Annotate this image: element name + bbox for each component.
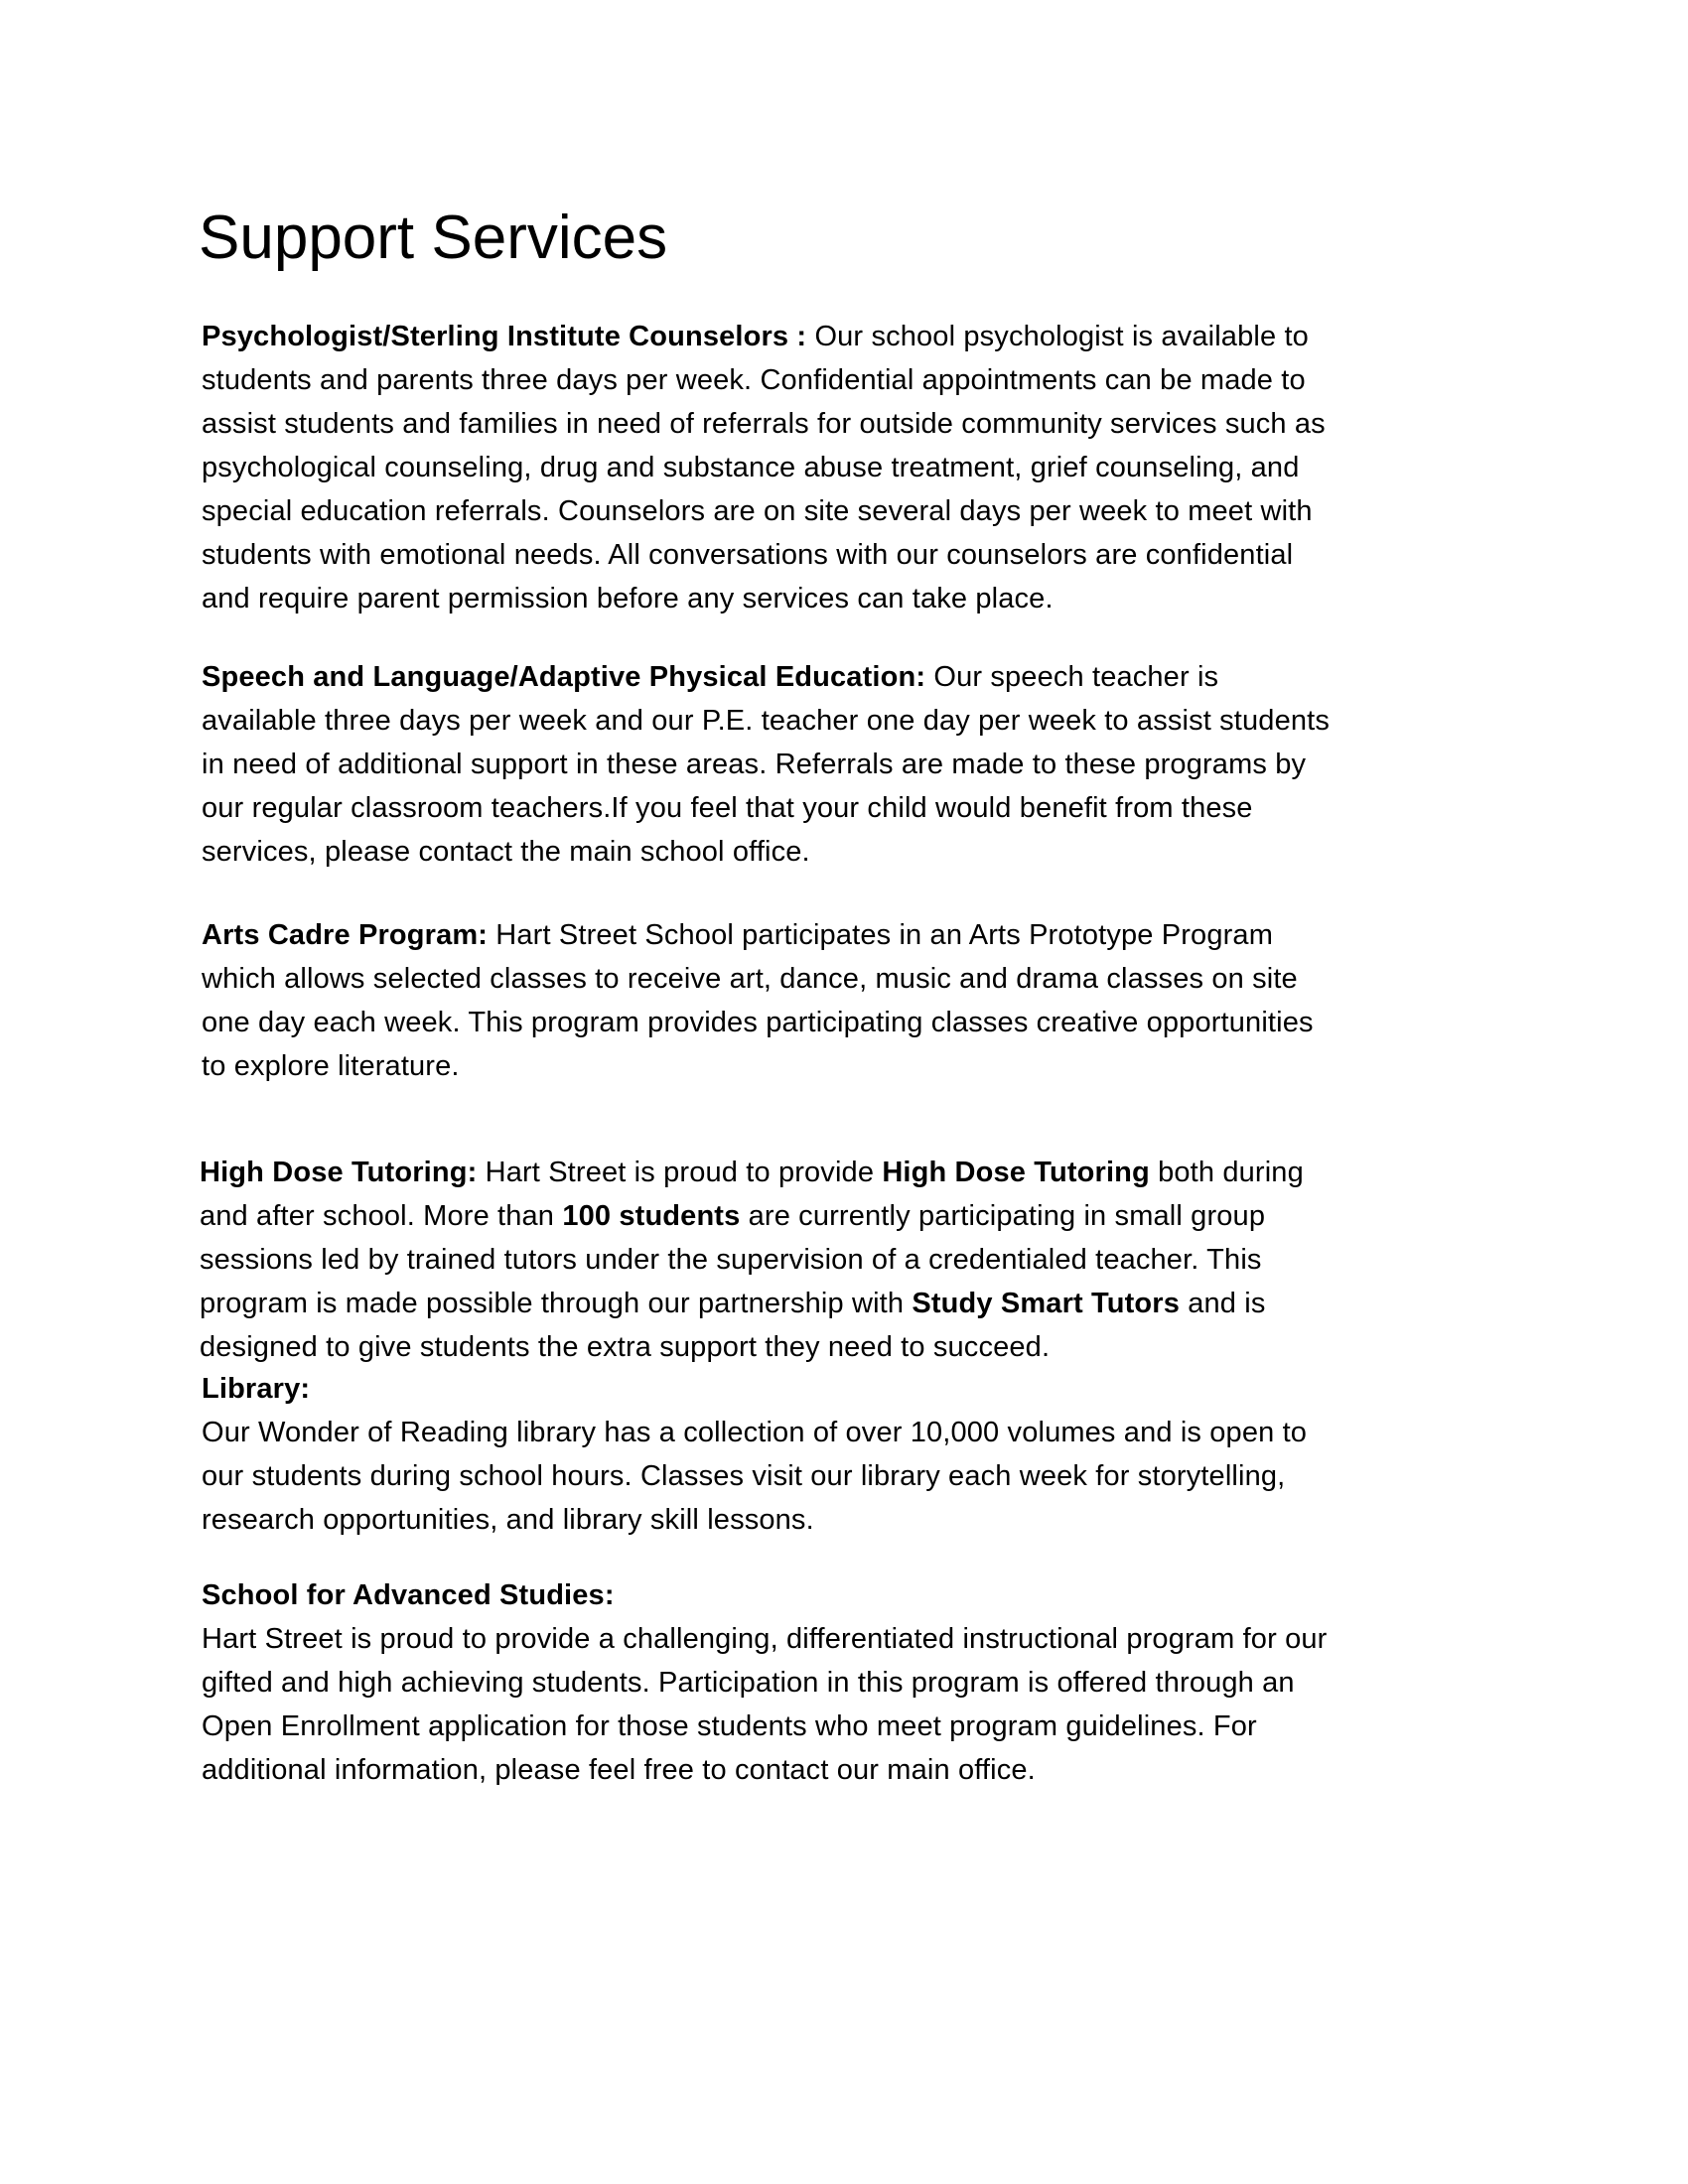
body-text: and is bbox=[1180, 1288, 1266, 1319]
paragraph-line bbox=[202, 1617, 1512, 1661]
paragraph-line bbox=[202, 402, 1512, 446]
paragraph-line bbox=[202, 489, 1512, 533]
paragraph-line bbox=[202, 533, 1512, 577]
body-text: Our school psychologist is available to bbox=[806, 321, 1309, 352]
paragraph-line bbox=[202, 315, 1512, 358]
paragraph-line bbox=[202, 1411, 1512, 1454]
section-library bbox=[202, 1367, 1512, 1542]
paragraph-line bbox=[200, 1194, 1510, 1238]
bold-text: 100 students bbox=[562, 1200, 741, 1232]
paragraph-line bbox=[202, 699, 1512, 743]
body-text: Hart Street is proud to provide bbox=[477, 1157, 883, 1188]
section-psychologist bbox=[202, 315, 1512, 620]
body-text: our regular classroom teachers.If you feel that your child would benefit from these bbox=[202, 792, 1253, 824]
paragraph-line bbox=[202, 1367, 1512, 1411]
paragraph-line bbox=[202, 446, 1512, 489]
section-arts-cadre bbox=[202, 913, 1512, 1088]
paragraph-line bbox=[202, 786, 1512, 830]
paragraph-line bbox=[202, 1001, 1512, 1044]
section-heading: Psychologist/Sterling Institute Counselors : bbox=[202, 321, 807, 352]
bold-text: Study Smart Tutors bbox=[912, 1288, 1180, 1319]
body-text: program is made possible through our partnership with bbox=[200, 1288, 913, 1319]
body-text: Our speech teacher is bbox=[925, 661, 1219, 693]
body-text: special education referrals. Counselors are on site several days per week to meet with bbox=[202, 495, 1313, 527]
body-text: Our Wonder of Reading library has a collection of over 10,000 volumes and is open to bbox=[202, 1417, 1308, 1448]
paragraph-line bbox=[202, 358, 1512, 402]
body-text: one day each week. This program provides participating classes creative opportunities bbox=[202, 1007, 1314, 1038]
body-text: psychological counseling, drug and substance abuse treatment, grief counseling, and bbox=[202, 452, 1300, 483]
section-heading: School for Advanced Studies: bbox=[202, 1579, 615, 1611]
body-text: services, please contact the main school office. bbox=[202, 836, 810, 868]
paragraph-line bbox=[200, 1238, 1510, 1282]
paragraph-line bbox=[202, 743, 1512, 786]
section-advanced-studies bbox=[202, 1573, 1512, 1792]
body-text: in need of additional support in these areas. Referrals are made to these programs by bbox=[202, 749, 1307, 780]
body-text: are currently participating in small group bbox=[740, 1200, 1266, 1232]
body-text: designed to give students the extra support they need to succeed. bbox=[200, 1331, 1051, 1363]
section-heading: Speech and Language/Adaptive Physical Education: bbox=[202, 661, 926, 693]
body-text: and after school. More than bbox=[200, 1200, 563, 1232]
paragraph-line bbox=[202, 1705, 1512, 1748]
section-heading: High Dose Tutoring: bbox=[200, 1157, 478, 1188]
bold-text: High Dose Tutoring bbox=[882, 1157, 1150, 1188]
body-text: available three days per week and our P.E. teacher one day per week to assist students bbox=[202, 705, 1330, 737]
paragraph-line bbox=[202, 1573, 1512, 1617]
body-text: which allows selected classes to receive art, dance, music and drama classes on site bbox=[202, 963, 1298, 995]
paragraph-line bbox=[202, 1044, 1512, 1088]
section-heading: Arts Cadre Program: bbox=[202, 919, 489, 951]
body-text: to explore literature. bbox=[202, 1050, 460, 1082]
paragraph-line bbox=[202, 655, 1512, 699]
body-text: and require parent permission before any services can take place. bbox=[202, 583, 1054, 614]
paragraph-line bbox=[202, 577, 1512, 620]
paragraph-line bbox=[202, 1748, 1512, 1792]
section-speech bbox=[202, 655, 1512, 874]
body-text: our students during school hours. Classes visit our library each week for storytelling, bbox=[202, 1460, 1286, 1492]
section-high-dose-tutoring bbox=[200, 1151, 1510, 1369]
body-text: additional information, please feel free to contact our main office. bbox=[202, 1754, 1036, 1786]
body-text: sessions led by trained tutors under the supervision of a credentialed teacher. This bbox=[200, 1244, 1262, 1276]
body-text: assist students and families in need of referrals for outside community services such as bbox=[202, 408, 1326, 440]
paragraph-line bbox=[200, 1282, 1510, 1325]
paragraph-line bbox=[202, 1454, 1512, 1498]
paragraph-line bbox=[200, 1325, 1510, 1369]
body-text: Hart Street is proud to provide a challenging, differentiated instructional program for our bbox=[202, 1623, 1328, 1655]
body-text: research opportunities, and library skill lessons. bbox=[202, 1504, 814, 1536]
body-text: both during bbox=[1149, 1157, 1304, 1188]
body-text: gifted and high achieving students. Participation in this program is offered through an bbox=[202, 1667, 1295, 1699]
paragraph-line bbox=[202, 1661, 1512, 1705]
body-text: students with emotional needs. All conversations with our counselors are confidential bbox=[202, 539, 1294, 571]
paragraph-line bbox=[202, 830, 1512, 874]
paragraph-line bbox=[202, 1498, 1512, 1542]
body-text: Open Enrollment application for those students who meet program guidelines. For bbox=[202, 1710, 1257, 1742]
section-heading: Library: bbox=[202, 1373, 311, 1405]
page-title: Support Services bbox=[199, 204, 668, 272]
body-text: students and parents three days per week. Confidential appointments can be made to bbox=[202, 364, 1306, 396]
paragraph-line bbox=[202, 957, 1512, 1001]
body-text: Hart Street School participates in an Arts Prototype Program bbox=[488, 919, 1273, 951]
paragraph-line bbox=[202, 913, 1512, 957]
paragraph-line bbox=[200, 1151, 1510, 1194]
